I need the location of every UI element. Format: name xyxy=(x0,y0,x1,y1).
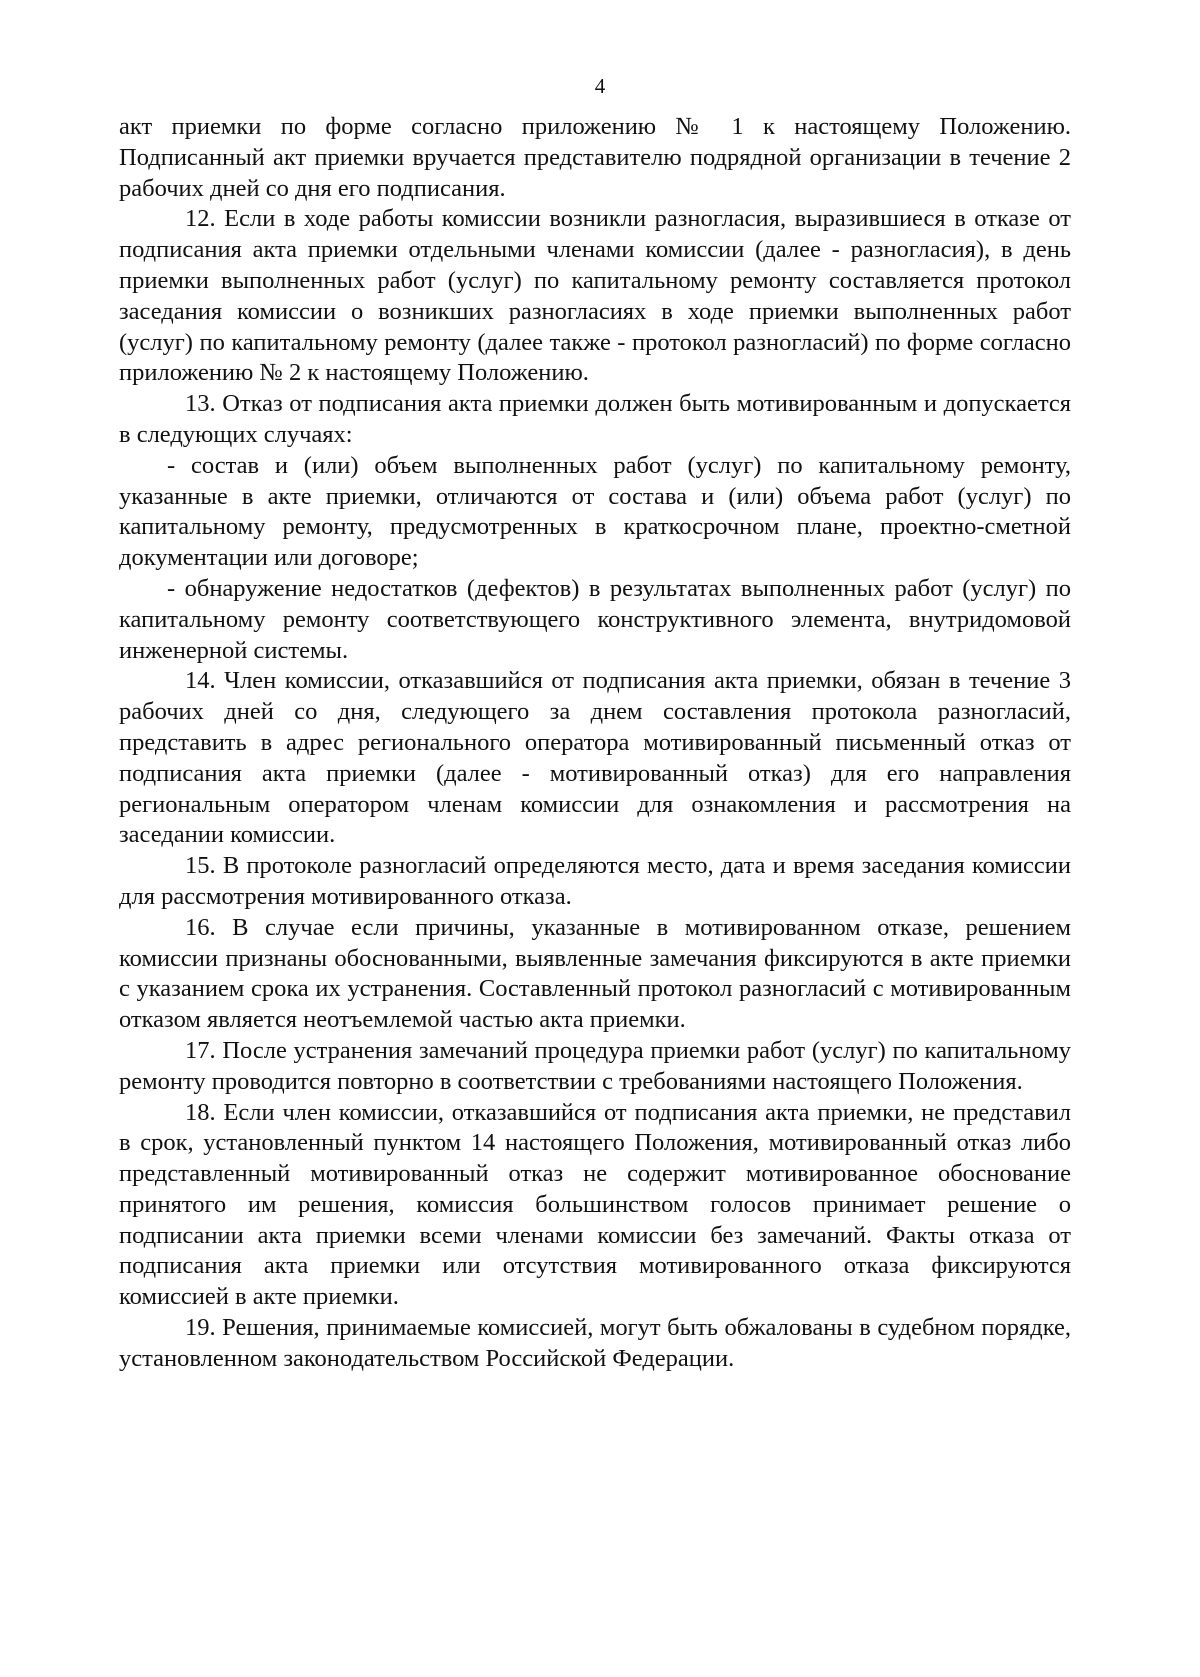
paragraph-17: 17. После устранения замечаний процедура приемки работ (услуг) по капитальному ремонту проводится повторно в соответствии с требованиями настоящего Положения. xyxy=(119,1036,1071,1095)
paragraph-13-item-2: - обнаружение недостатков (дефектов) в результатах выполненных работ (услуг) по капитальному ремонту соответствующего конструктивного элемента, внутридомовой инженерной системы. xyxy=(119,574,1071,664)
page-body xyxy=(119,112,1071,1375)
paragraph-14: 14. Член комиссии, отказавшийся от подписания акта приемки, обязан в течение 3 рабочих дней со дня, следующего за днем составления протокола разногласий, представить в адрес регионального оператора мотивированный письменный отказ от подписания акта приемки (далее - мотивированный отказ) для его направления региональным оператором членам комиссии для ознакомления и рассмотрения на заседании комиссии. xyxy=(119,667,1071,849)
paragraph-16: 16. В случае если причины, указанные в мотивированном отказе, решением комиссии признаны обоснованными, выявленные замечания фиксируются в акте приемки с указанием срока их устранения. Составленный протокол разногласий с мотивированным отказом является неотъемлемой частью акта приемки. xyxy=(119,913,1071,1034)
paragraph-18: 18. Если член комиссии, отказавшийся от подписания акта приемки, не представил в срок, установленный пунктом 14 настоящего Положения, мотивированный отказ либо представленный мотивированный отказ не содержит мотивированное обоснование принятого им решения, комиссия большинством голосов принимает решение о подписании акта приемки всеми членами комиссии без замечаний. Факты отказа от подписания акта приемки или отсутствия мотивированного отказа фиксируются комиссией в акте приемки. xyxy=(119,1098,1071,1311)
page-number: 4 xyxy=(594,74,606,98)
paragraph-13: 13. Отказ от подписания акта приемки должен быть мотивированным и допускается в следующих случаях: xyxy=(119,390,1071,448)
paragraph-13-item-1: - состав и (или) объем выполненных работ (услуг) по капитальному ремонту, указанные в акте приемки, отличаются от состава и (или) объема работ (услуг) по капитальному ремонту, предусмотренных в краткосрочном плане, проектно-сметной документации или договоре; xyxy=(119,451,1071,572)
paragraph-15: 15. В протоколе разногласий определяются место, дата и время заседания комиссии для рассмотрения мотивированного отказа. xyxy=(119,852,1071,910)
paragraph-19: 19. Решения, принимаемые комиссией, могут быть обжалованы в судебном порядке, установленном законодательством Российской Федерации. xyxy=(119,1314,1071,1372)
paragraph-12: 12. Если в ходе работы комиссии возникли разногласия, выразившиеся в отказе от подписания акта приемки отдельными членами комиссии (далее - разногласия), в день приемки выполненных работ (услуг) по капитальному ремонту составляется протокол заседания комиссии о возникших разногласиях в ходе приемки выполненных работ (услуг) по капитальному ремонту (далее также - протокол разногласий) по форме согласно приложению № 2 к настоящему Положению. xyxy=(119,205,1071,387)
paragraph-11-continuation: акт приемки по форме согласно приложению № 1 к настоящему Положению. Подписанный акт приемки вручается представителю подрядной организации в течение 2 рабочих дней со дня его подписания. xyxy=(119,113,1071,202)
